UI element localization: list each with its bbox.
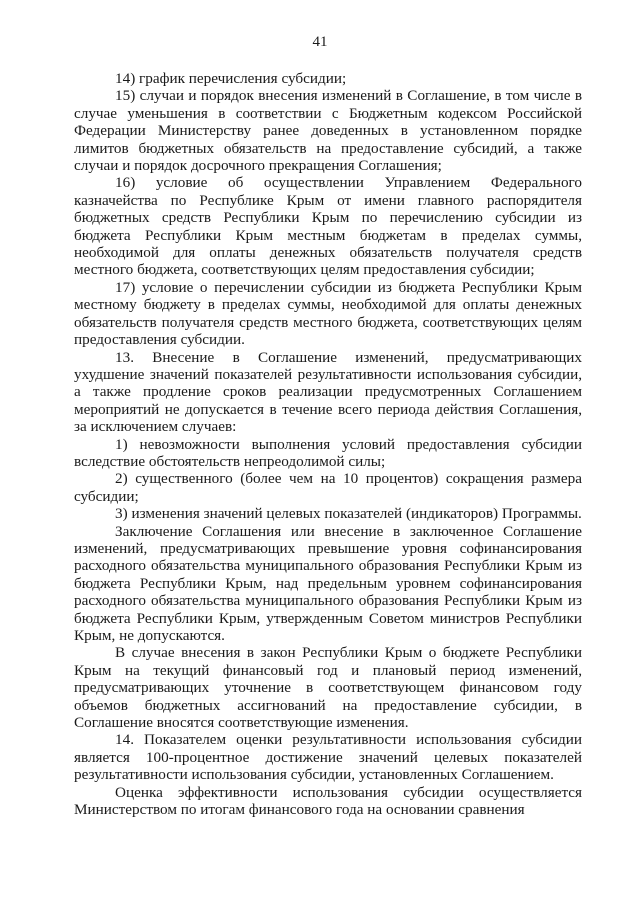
list-item-14: 14) график перечисления субсидии; [115, 70, 347, 87]
document-body [74, 70, 582, 818]
clause-14-paragraph: 14. Показателем оценки результативности использования субсидии является 100-процентное достижение значений целевых показателей результативности использования субсидии, установленных Соглашением. [74, 731, 582, 784]
exception-item-2: 2) существенного (более чем на 10 процентов) сокращения размера субсидии; [74, 470, 582, 505]
list-item-15: 15) случаи и порядок внесения изменений в Соглашение, в том числе в случае уменьшения в соответствии с Бюджетным кодексом Российской Федерации Министерству ранее доведенных в установленном порядке лимитов бюджетных обязательств на предоставление субсидий, а также случаи и порядок досрочного прекращения Соглашения; [74, 87, 582, 175]
clause-13-paragraph: 13. Внесение в Соглашение изменений, предусматривающих ухудшение значений показателей результативности использования субсидии, а также продление сроков реализации предусмотренных Соглашением мероприятий не допускается в течение всего периода действия Соглашения, за исключением случаев: [74, 348, 582, 436]
list-item-17: 17) условие о перечислении субсидии из бюджета Республики Крым местному бюджету в пределах суммы, необходимой для оплаты денежных обязательств получателя средств местного бюджета, соответствующих целям предоставления субсидии. [74, 278, 582, 349]
exception-item-3: 3) изменения значений целевых показателей (индикаторов) Программы. [115, 505, 582, 523]
exception-item-1: 1) невозможности выполнения условий предоставления субсидии вследствие обстоятельств непреодолимой силы; [74, 435, 582, 470]
cofinancing-paragraph: Заключение Соглашения или внесение в заключенное Соглашение изменений, предусматривающих превышение уровня софинансирования расходного обязательства муниципального образования Республики Крым из бюджета Республики Крым, над предельным уровнем софинансирования расходного обязательства муниципального образования Республики Крым из бюджета Республики Крым, утвержденным Советом министров Республики Крым, не допускаются. [74, 522, 582, 644]
list-item-16: 16) условие об осуществлении Управлением Федерального казначейства по Республике Крым от имени главного распорядителя бюджетных средств Республики Крым по перечислению субсидии из бюджета Республики Крым местным бюджетам в пределах суммы, необходимой для оплаты денежных обязательств получателя средств местного бюджета, соответствующих целям предоставления субсидии; [74, 174, 582, 279]
budget-law-paragraph: В случае внесения в закон Республики Крым о бюджете Республики Крым на текущий финансовый год и плановый период изменений, предусматривающих уточнение в соответствующем финансовом году объемов бюджетных ассигнований на предоставление субсидии, в Соглашение вносятся соответствующие изменения. [74, 644, 582, 732]
efficiency-paragraph: Оценка эффективности использования субсидии осуществляется Министерством по итогам финансового года на основании сравнения [74, 783, 582, 819]
page-number: 41 [312, 34, 328, 50]
